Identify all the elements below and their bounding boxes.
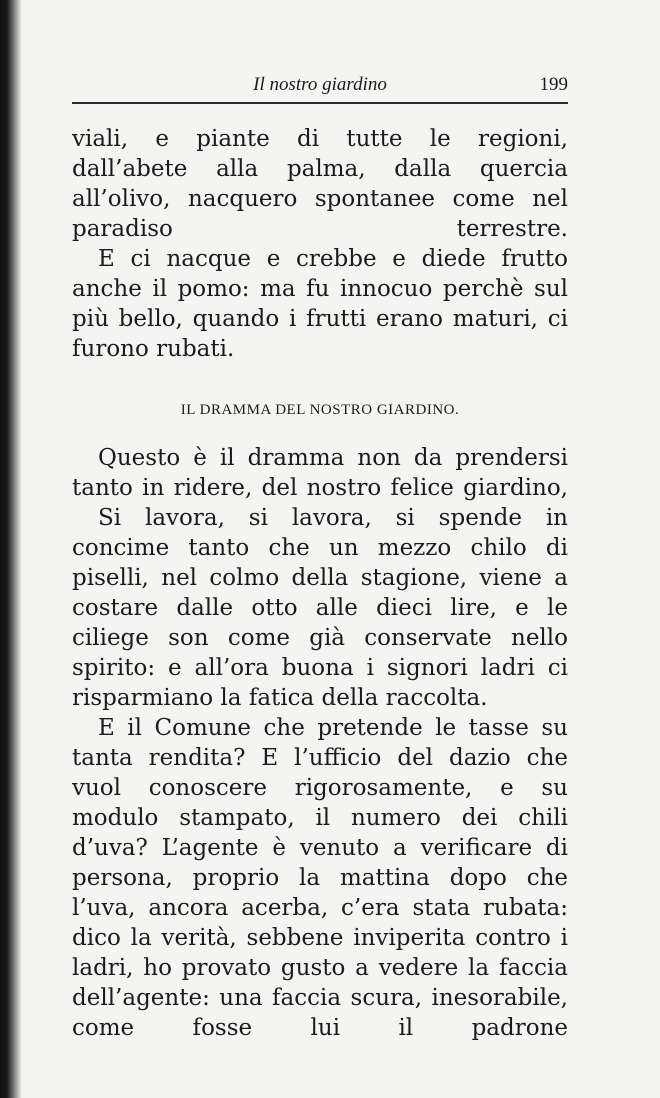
page-number: 199 <box>539 74 568 95</box>
running-title: Il nostro giardino <box>253 74 387 95</box>
paragraph-comune: E il Comune che pretende le tasse su tanta rendita? E l’ufficio del dazio che vuol conoscere rigorosamente, e su modulo stampato, il numero dei chili d’uva? L’agente è venuto a verificare di persona, proprio la mattina dopo che l’uva, ancora acerba, c’era stata rubata: dico la verità, sebbene inviperita contro i ladri, ho provato gusto a vedere la faccia dell’agente: una faccia scura, inesorabile, come fosse lui il padrone <box>72 715 568 1041</box>
paragraph-pomo: E ci nacque e crebbe e diede frutto anche il pomo: ma fu innocuo perchè sul più bello, quando i frutti erano maturi, ci furono rubati. <box>72 246 568 362</box>
book-binding-shadow <box>0 0 22 1098</box>
paragraph-si-lavora: Si lavora, si lavora, si spende in concime tanto che un mezzo chilo di piselli, nel colmo della stagione, viene a costare dalle otto alle dieci lire, e le ciliege son come già conservate nello spirito: e all’ora buona i signori ladri ci risparmiano la fatica della raccolta. <box>72 505 568 711</box>
running-header <box>72 62 568 94</box>
book-page <box>72 62 568 1043</box>
section-heading: IL DRAMMA DEL NOSTRO GIARDINO. <box>180 402 460 418</box>
paragraph-questo: Questo è il dramma non da prendersi tanto in ridere, del nostro felice giardino, <box>72 445 568 501</box>
paragraph-continued: viali, e piante di tutte le regioni, dall’abete alla palma, dalla quercia all’olivo, nacquero spontanee come nel paradiso terrestre. <box>72 126 568 242</box>
header-rule <box>72 102 568 104</box>
